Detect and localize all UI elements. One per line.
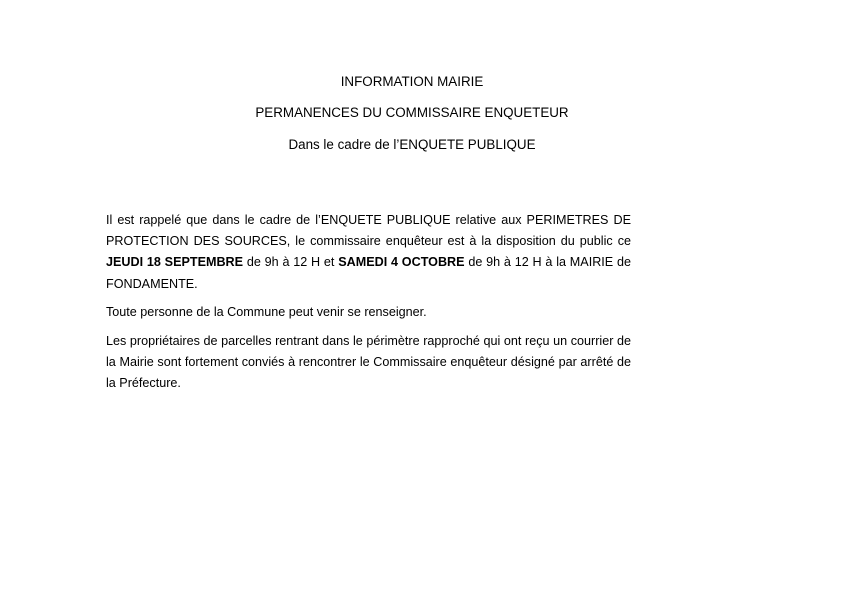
paragraph-schedule-text: [106, 210, 631, 295]
paragraph-schedule: [106, 210, 631, 295]
document-subtitle: PERMANENCES DU COMMISSAIRE ENQUETEUR: [255, 105, 569, 120]
document-context: Dans le cadre de l’ENQUETE PUBLIQUE: [288, 137, 536, 152]
schedule-text-part2: de 9h à 12 H et: [243, 255, 339, 270]
paragraph-owners-text: Les propriétaires de parcelles rentrant dans le périmètre rapproché qui ont reçu un courrier de la Mairie sont fortement conviés à rencontrer le Commissaire enquêteur désigné par arrêté de la Préfecture.: [106, 334, 631, 391]
document-title: INFORMATION MAIRIE: [340, 74, 484, 89]
schedule-date-thursday: JEUDI 18 SEPTEMBRE: [106, 255, 244, 270]
paragraph-info-text: Toute personne de la Commune peut venir se renseigner.: [106, 305, 427, 319]
paragraph-info: [106, 302, 631, 323]
schedule-date-saturday: SAMEDI 4 OCTOBRE: [338, 255, 465, 270]
schedule-text-part1: Il est rappelé que dans le cadre de l’ENQUETE PUBLIQUE relative aux PERIMETRES DE PROTECTION DES SOURCES, le commissaire enquêteur est à la disposition du public ce: [106, 213, 631, 249]
schedule-text-part3: de 9h à 12 H à la MAIRIE de FONDAMENTE.: [106, 255, 631, 291]
paragraph-owners: [106, 331, 631, 395]
